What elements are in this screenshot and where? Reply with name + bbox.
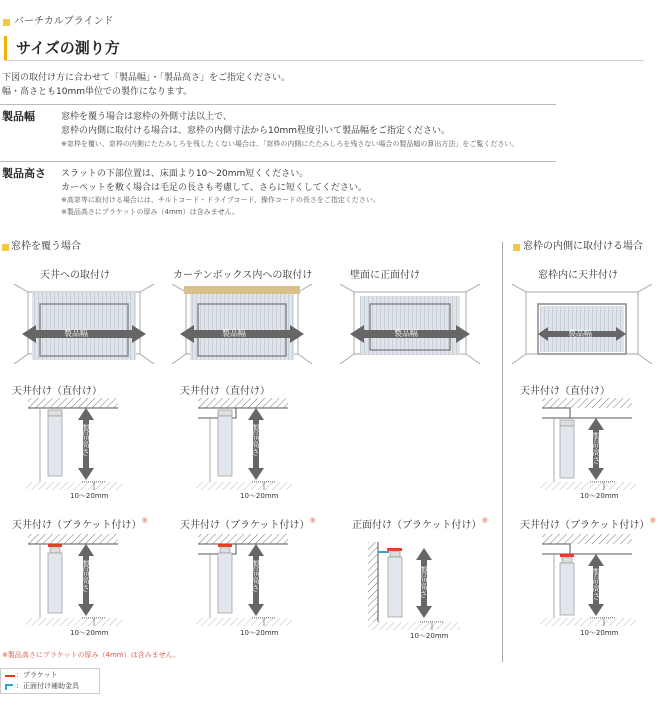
gap-label: 10～20mm bbox=[70, 492, 109, 500]
section-inside: 窓枠の内側に取付ける場合 bbox=[523, 241, 643, 252]
height-arrow-label: 製品高さ bbox=[251, 424, 260, 456]
width-arrow-label: 製品幅 bbox=[222, 329, 246, 338]
header-marker bbox=[3, 19, 10, 26]
window-figure-wall-front bbox=[340, 284, 480, 364]
gap-label: 10～20mm bbox=[580, 629, 619, 637]
width-arrow-label: 製品幅 bbox=[64, 329, 88, 338]
section-divider bbox=[502, 242, 503, 662]
asterisk: ※ bbox=[649, 516, 657, 525]
gap-label: 10～20mm bbox=[240, 629, 279, 637]
side-view-front-bracket bbox=[364, 532, 464, 632]
height-arrow-label: 製品高さ bbox=[81, 424, 90, 456]
height-arrow-label: 製品高さ bbox=[419, 566, 428, 598]
asterisk: ※ bbox=[141, 516, 149, 525]
height-arrow-label: 製品高さ bbox=[592, 432, 601, 464]
asterisk: ※ bbox=[309, 516, 317, 525]
legend-bracket-label: ：ブラケット bbox=[16, 671, 58, 679]
legend-bracket-swatch bbox=[5, 675, 15, 677]
side-view-curtain-box-direct bbox=[196, 396, 296, 492]
section-marker bbox=[513, 244, 520, 251]
label-text: 天井付け（ブラケット付け） bbox=[180, 520, 310, 531]
label-ceiling-bracket bbox=[12, 516, 148, 531]
width-label: 製品幅 bbox=[2, 110, 35, 123]
window-figure-curtain-box bbox=[172, 284, 312, 364]
intro-line-1: 下図の取付け方に合わせて「製品幅」・「製品高さ」をご指定ください。 bbox=[2, 73, 291, 83]
width-line-1: 窓枠を覆う場合は窓枠の外側寸法以上で、 bbox=[61, 112, 232, 122]
legend-front-swatch bbox=[5, 684, 13, 690]
page-title: サイズの測り方 bbox=[16, 39, 120, 57]
label-text: 正面付け（ブラケット付け） bbox=[352, 520, 482, 531]
side-view-ceiling-direct bbox=[26, 396, 126, 492]
window-figure-inside bbox=[512, 284, 652, 364]
gap-label: 10～20mm bbox=[240, 492, 279, 500]
mount-curtain-box-heading: カーテンボックス内への取付け bbox=[173, 270, 313, 281]
mount-ceiling-heading: 天井への取付け bbox=[40, 270, 110, 281]
section-marker bbox=[2, 244, 9, 251]
height-arrow-label: 製品高さ bbox=[251, 560, 260, 592]
gap-label: 10～20mm bbox=[70, 629, 109, 637]
height-line-1: スラットの下部位置は、床面より10～20mm短くください。 bbox=[61, 169, 309, 179]
side-view-curtain-box-bracket bbox=[196, 532, 296, 628]
height-note-2: ※製品高さにブラケットの厚み（4mm）は含みません。 bbox=[61, 208, 240, 216]
title-accent bbox=[4, 36, 7, 60]
label-ceiling-direct: 天井付け（直付け） bbox=[520, 386, 610, 397]
side-view-inside-direct bbox=[540, 396, 640, 492]
label-text: 天井付け（ブラケット付け） bbox=[520, 520, 650, 531]
width-line-2: 窓枠の内側に取付ける場合は、窓枠の内側寸法から10mm程度引いて製品幅をご指定ください。 bbox=[61, 126, 450, 136]
category-label: バーチカルブラインド bbox=[14, 16, 114, 27]
label-front-bracket bbox=[352, 516, 488, 531]
divider bbox=[0, 161, 556, 162]
legend-front-label: ：正面付け補助金具 bbox=[16, 682, 79, 690]
label-ceiling-direct: 天井付け（直付け） bbox=[12, 386, 102, 397]
divider bbox=[0, 104, 556, 105]
width-arrow-label: 製品幅 bbox=[568, 329, 592, 338]
height-line-2: カーペットを敷く場合は毛足の長さも考慮して、さらに短くしてください。 bbox=[61, 183, 367, 193]
side-view-ceiling-bracket bbox=[26, 532, 126, 628]
label-ceiling-bracket bbox=[520, 516, 656, 531]
label-text: 天井付け（ブラケット付け） bbox=[12, 520, 142, 531]
mount-wall-front-heading: 壁面に正面付け bbox=[350, 270, 420, 281]
height-label: 製品高さ bbox=[2, 167, 46, 180]
section-cover: 窓枠を覆う場合 bbox=[11, 241, 81, 252]
height-arrow-label: 製品高さ bbox=[81, 560, 90, 592]
label-ceiling-direct: 天井付け（直付け） bbox=[180, 386, 270, 397]
side-view-inside-bracket bbox=[540, 532, 640, 628]
label-ceiling-bracket bbox=[180, 516, 316, 531]
asterisk: ※ bbox=[481, 516, 489, 525]
gap-label: 10～20mm bbox=[410, 632, 449, 640]
intro-line-2: 幅・高さとも10mm単位での製作になります。 bbox=[2, 87, 193, 97]
height-arrow-label: 製品高さ bbox=[592, 568, 601, 600]
width-note: ※窓枠を覆い、窓枠の内側にたたみしろを残したくない場合は、「窓枠の内側にたたみしろを残さない場合の製品幅の算出方法」をご覧ください。 bbox=[61, 140, 519, 148]
mount-inside-ceiling-heading: 窓枠内に天井付け bbox=[538, 270, 618, 281]
gap-label: 10～20mm bbox=[580, 492, 619, 500]
width-arrow-label: 製品幅 bbox=[394, 329, 418, 338]
height-note-1: ※高窓等に取付ける場合には、チルトコード・ドライブコード、操作コードの長さをご指定ください。 bbox=[61, 196, 380, 204]
window-figure-ceiling bbox=[14, 284, 154, 364]
footer-note: ※製品高さにブラケットの厚み（4mm）は含みません。 bbox=[2, 651, 181, 659]
title-underline bbox=[4, 60, 644, 61]
